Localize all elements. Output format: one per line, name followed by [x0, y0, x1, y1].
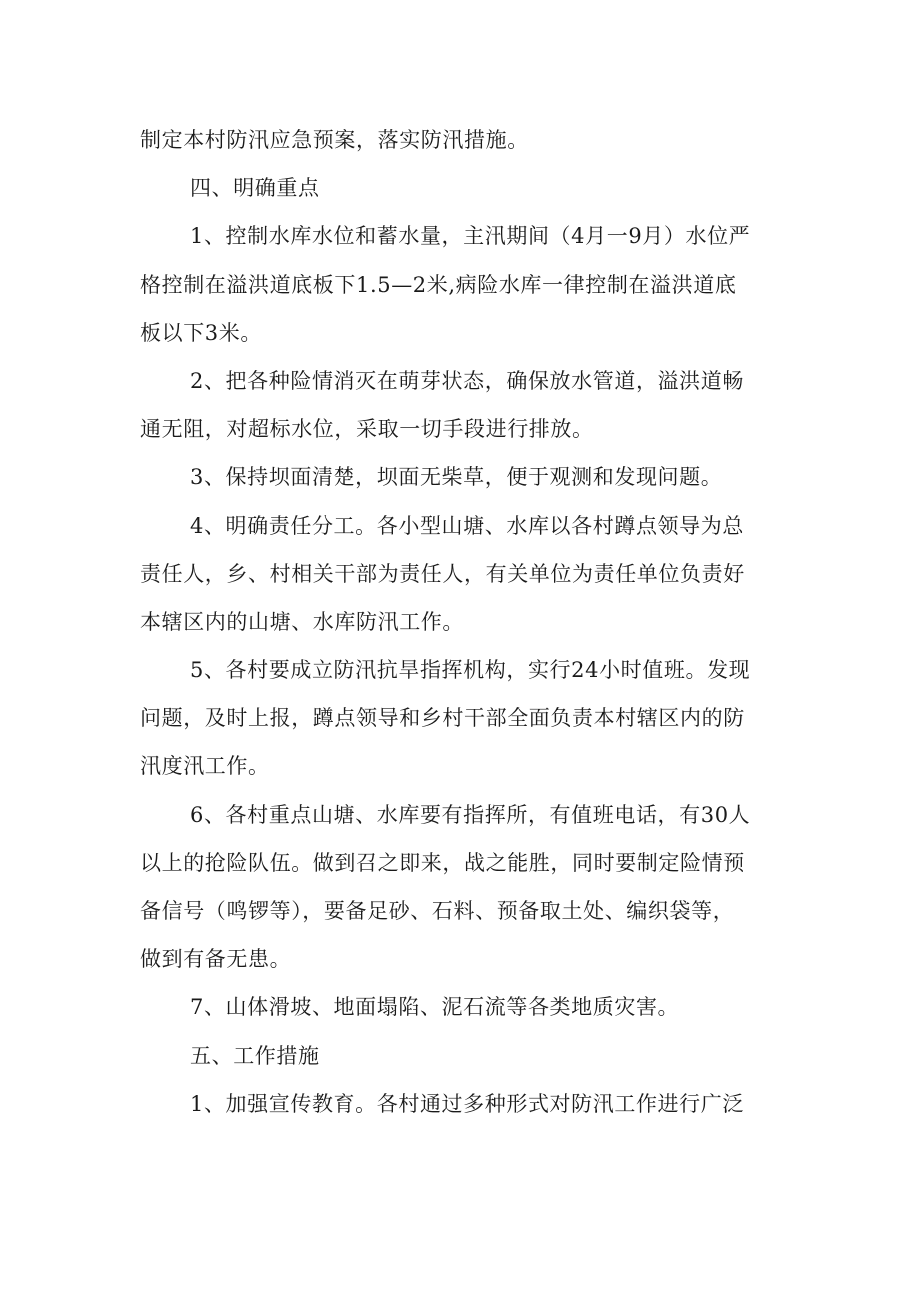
text-line: 1、控制水库水位和蓄水量，主汛期间（4月一9月）水位严 — [190, 224, 751, 249]
text-line: 汛度汛工作。 — [140, 754, 270, 779]
text-line: 制定本村防汛应急预案，落实防汛措施。 — [140, 128, 529, 152]
text-line: 1、加强宣传教育。各村通过多种形式对防汛工作进行广泛 — [190, 1091, 744, 1116]
text-line: 以上的抢险队伍。做到召之即来，战之能胜，同时要制定险情预 — [140, 850, 745, 875]
section-heading: 四、明确重点 — [190, 176, 320, 201]
text-line: 格控制在溢洪道底板下1.5—2米,病险水库一律控制在溢洪道底 — [140, 272, 737, 297]
text-line: 责任人，乡、村相关干部为责任人，有关单位为责任单位负责好 — [140, 561, 745, 586]
text-line: 问题，及时上报，蹲点领导和乡村干部全面负责本村辖区内的防 — [140, 706, 745, 731]
section-heading: 五、工作措施 — [190, 1043, 320, 1068]
text-line: 6、各村重点山塘、水库要有指挥所，有值班电话，有30人 — [190, 802, 751, 827]
text-line: 2、把各种险情消灭在萌芽状态，确保放水管道，溢洪道畅 — [190, 368, 744, 393]
text-line: 备信号（鸣锣等），要备足砂、石料、预备取土处、编织袋等， — [140, 899, 735, 923]
text-line: 5、各村要成立防汛抗旱指挥机构，实行24小时值班。发现 — [190, 658, 751, 683]
text-line: 3、保持坝面清楚，坝面无柴草，便于观测和发现问题。 — [190, 465, 723, 490]
text-line: 做到有备无患。 — [140, 947, 292, 972]
text-line: 通无阻，对超标水位，采取一切手段进行排放。 — [140, 417, 594, 442]
text-line: 本辖区内的山塘、水库防汛工作。 — [140, 609, 464, 634]
text-line: 4、明确责任分工。各小型山塘、水库以各村蹲点领导为总 — [190, 513, 744, 538]
text-line: 7、山体滑坡、地面塌陷、泥石流等各类地质灾害。 — [190, 995, 680, 1020]
text-line: 板以下3米。 — [140, 320, 262, 345]
document-body — [140, 116, 800, 1128]
